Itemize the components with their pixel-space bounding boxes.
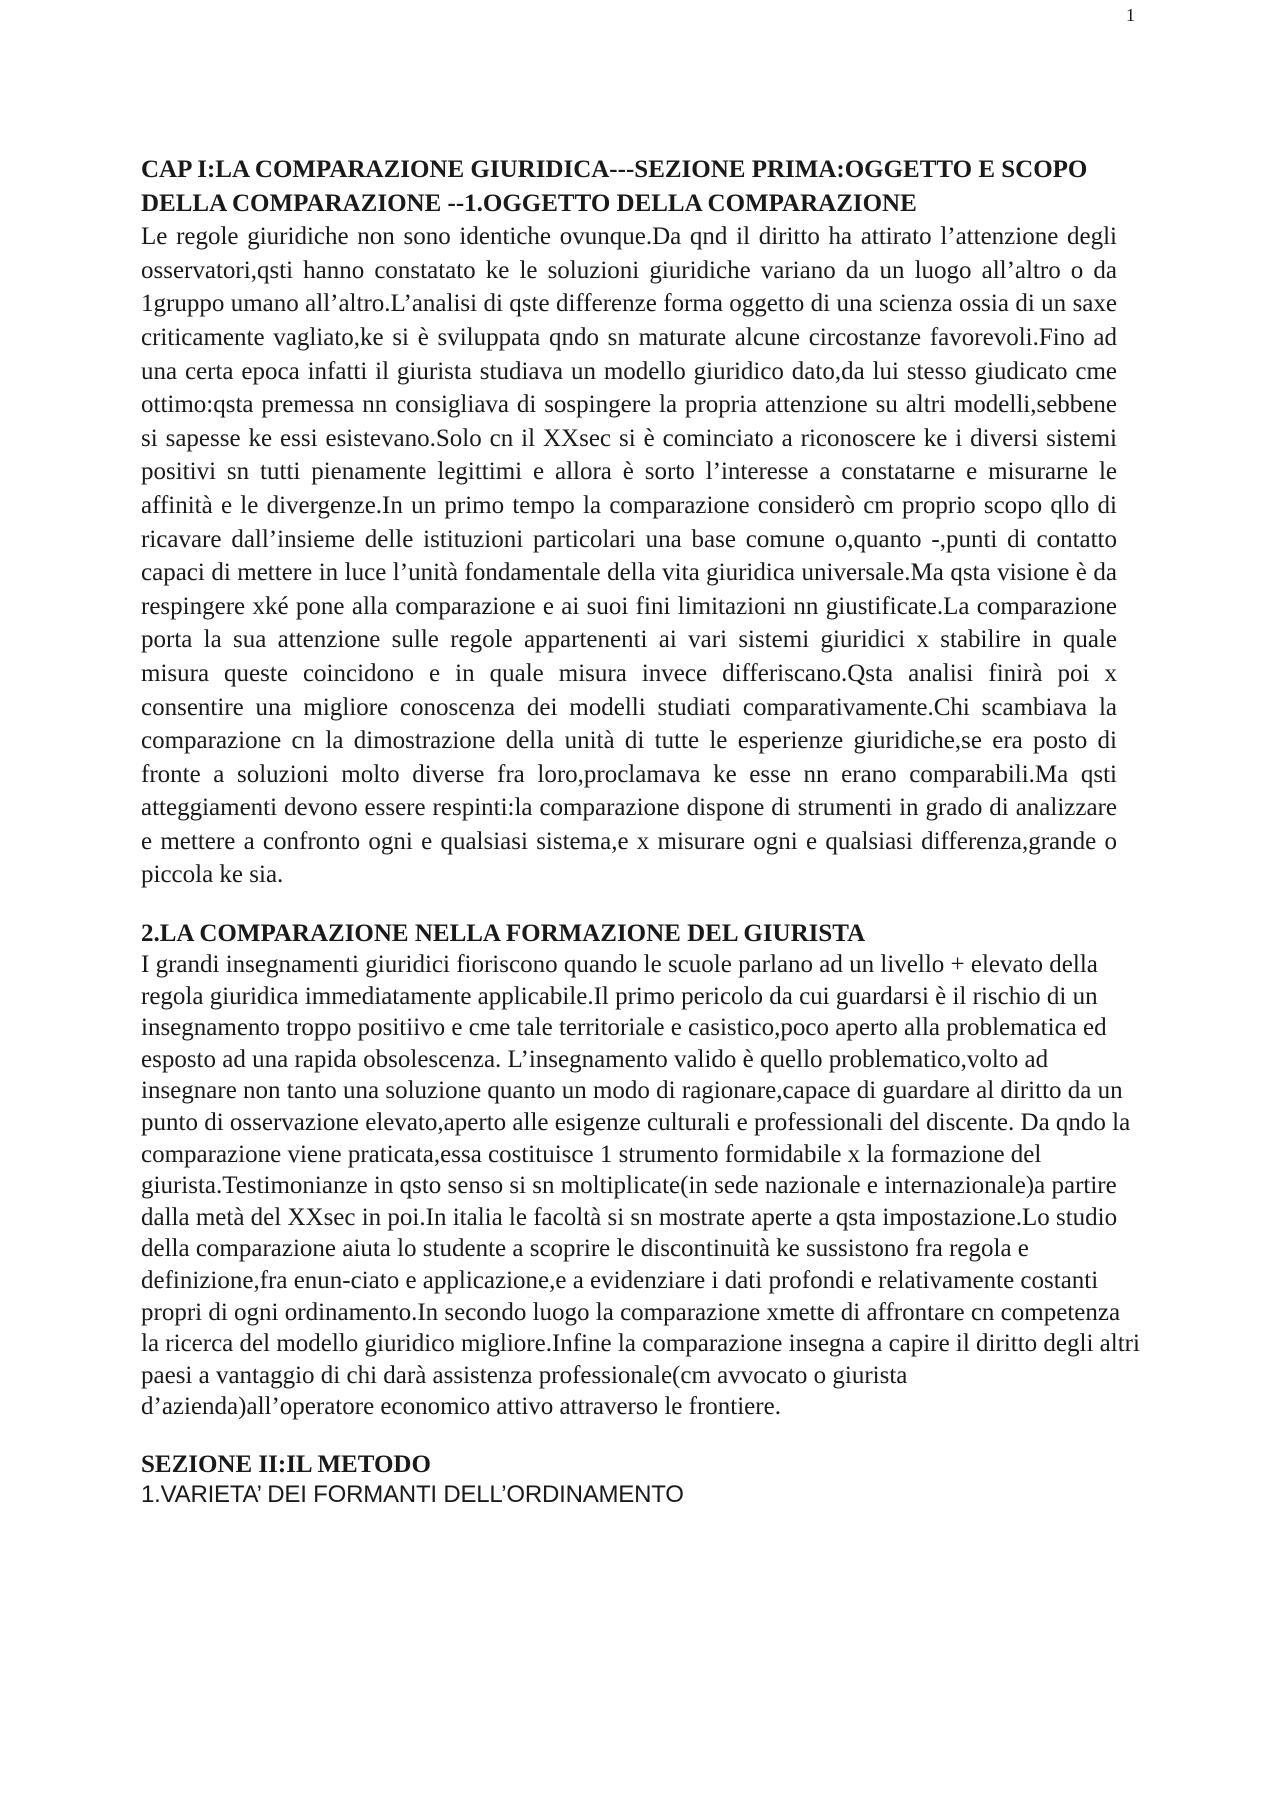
section-subheading: 1.VARIETA’ DEI FORMANTI DELL’ORDINAMENTO <box>141 1480 684 1508</box>
paragraph-spacer <box>141 1423 1141 1449</box>
section-heading: 2.LA COMPARAZIONE NELLA FORMAZIONE DEL GIURISTA <box>141 920 866 948</box>
document-body <box>141 153 1141 1510</box>
section-heading: SEZIONE II:IL METODO <box>141 1450 431 1478</box>
page-number: 1 <box>1126 5 1135 25</box>
section-metodo <box>141 1449 1141 1510</box>
section-formazione-giurista <box>141 918 1141 1423</box>
section-paragraph: Le regole giuridiche non sono identiche ovunque.Da qnd il diritto ha attirato l’attenzione degli osservatori,qsti hanno constatato ke le soluzioni giuridiche variano da un luogo all’altro o da 1gruppo umano all’altro.L’analisi di qste differenze forma oggetto di una scienza ossia di un saxe criticamente vagliato,ke si è sviluppata qndo sn maturate alcune circostanze favorevoli.Fino ad una certa epoca infatti il giurista studiava un modello giuridico dato,da lui stesso giudicato cme ottimo:qsta premessa nn consigliava di sospingere la propria attenzione su altri modelli,sebbene si sapesse ke essi esistevano.Solo cn il XXsec si è cominciato a riconoscere ke i diversi sistemi positivi sn tutti pienamente legittimi e allora è sorto l’interesse a constatarne e misurarne le affinità e le divergenze.In un primo tempo la comparazione considerò cm proprio scopo qllo di ricavare dall’insieme delle istituzioni particolari una base comune o,quanto -,punti di contatto capaci di mettere in luce l’unità fondamentale della vita giuridica universale.Ma qsta visione è da respingere xké pone alla comparazione e ai suoi fini limitazioni nn giustificate.La comparazione porta la sua attenzione sulle regole appartenenti ai vari sistemi giuridici x stabilire in quale misura queste coincidono e in quale misura invece differiscano.Qsta analisi finirà poi x consentire una migliore conoscenza dei modelli studiati comparativamente.Chi scambiava la comparazione cn la dimostrazione della unità di tutte le esperienze giuridiche,se era posto di fronte a soluzioni molto diverse fra loro,proclamava ke esse nn erano comparabili.Ma qsti atteggiamenti devono essere respinti:la comparazione dispone di strumenti in grado di analizzare e mettere a confronto ogni e qualsiasi sistema,e x misurare ogni e qualsiasi differenza,grande o piccola ke sia. <box>141 223 1117 889</box>
paragraph-spacer <box>141 892 1141 918</box>
section-paragraph: I grandi insegnamenti giuridici fioriscono quando le scuole parlano ad un livello + elevato della regola giuridica immediatamente applicabile.Il primo pericolo da cui guardarsi è il rischio di un insegnamento troppo positiivo e cme tale territoriale e casistico,poco aperto alla problematica ed esposto ad una rapida obsolescenza. L’insegnamento valido è quello problematico,volto ad insegnare non tanto una soluzione quanto un modo di ragionare,capace di guardare al diritto da un punto di osservazione elevato,aperto alle esigenze culturali e professionali del discente. Da qndo la comparazione viene praticata,essa costituisce 1 strumento formidabile x la formazione del giurista.Testimonianze in qsto senso si sn moltiplicate(in sede nazionale e internazionale)a partire dalla metà del XXsec in poi.In italia le facoltà si sn mostrate aperte a qsta impostazione.Lo studio della comparazione aiuta lo studente a scoprire le discontinuità ke sussistono fra regola e definizione,fra enun-ciato e applicazione,e a evidenziare i dati profondi e relativamente costanti propri di ogni ordinamento.In secondo luogo la comparazione xmette di affrontare cn competenza la ricerca del modello giuridico migliore.Infine la comparazione insegna a capire il diritto degli altri paesi a vantaggio di chi darà assistenza professionale(cm avvocato o giurista d’azienda)all’operatore economico attivo attraverso le frontiere. <box>141 951 1140 1421</box>
section-oggetto-comparazione <box>141 153 1141 892</box>
section-heading: CAP I:LA COMPARAZIONE GIURIDICA---SEZIONE PRIMA:OGGETTO E SCOPO DELLA COMPARAZIONE --1.OGGETTO DELLA COMPARAZIONE <box>141 156 1088 217</box>
